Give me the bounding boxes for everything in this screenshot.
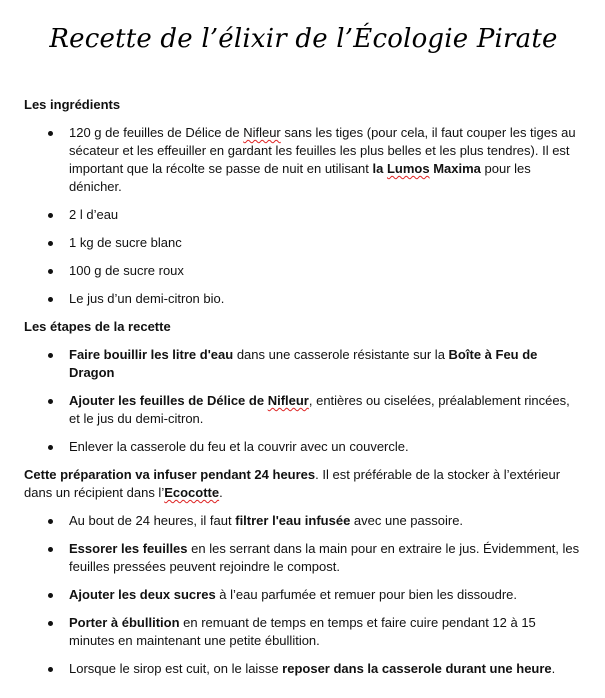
- text-run: pour les dénicher.: [69, 161, 531, 194]
- text-run: sans les tiges (pour cela, il faut couper les tiges au sécateur et les effeuiller en gardant les feuilles les plus belles et les plus tendres). Il est important que la récolte se passe de nuit en utilisant: [69, 125, 576, 176]
- bold-run: Ajouter les feuilles de Délice de Nifleur: [69, 393, 309, 408]
- list-item: [24, 586, 583, 604]
- text-run: en les serrant dans la main pour en extraire le jus. Évidemment, les feuilles pressées peuvent rejoindre le compost.: [69, 541, 580, 574]
- list-item: [24, 614, 583, 650]
- text-run: en remuant de temps en temps et faire cuire pendant 12 à 15 minutes en maintenant une petite ébullition.: [69, 615, 536, 648]
- spellcheck-word: Nifleur: [243, 125, 281, 140]
- text-run: .: [551, 661, 556, 676]
- ingredients-list: [24, 124, 583, 308]
- page-title: Recette de l’élixir de l’Écologie Pirate: [49, 24, 558, 54]
- spellcheck-word: Nifleur: [267, 393, 309, 408]
- document-page: [0, 22, 605, 698]
- spellcheck-word: Lumos: [386, 161, 430, 176]
- ingredients-heading: Les ingrédients: [24, 97, 121, 112]
- bold-run: Cette préparation va infuser pendant 24 heures: [24, 467, 316, 482]
- spellcheck-word: Ecocotte: [164, 485, 220, 500]
- bold-run: filtrer l'eau infusée: [235, 513, 351, 528]
- bold-run: la Lumos Maxima: [372, 161, 481, 176]
- list-item: [24, 512, 583, 530]
- bold-run: Ajouter les deux sucres: [69, 587, 216, 602]
- infusion-paragraph: [24, 466, 583, 502]
- text-run: .: [219, 485, 223, 500]
- text-run: Lorsque le sirop est cuit, on le laisse: [69, 661, 283, 676]
- list-item: 100 g de sucre roux: [24, 262, 583, 280]
- list-item: 2 l d’eau: [24, 206, 583, 224]
- steps-list: [24, 346, 583, 456]
- text-run: 120 g de feuilles de Délice de: [69, 125, 244, 140]
- text-run: , entières ou ciselées, préalablement rincées, et le jus du demi-citron.: [69, 393, 570, 426]
- text-run: Au bout de 24 heures, il faut: [69, 513, 236, 528]
- list-item: [24, 392, 583, 428]
- list-item: [24, 124, 583, 196]
- list-item: Enlever la casserole du feu et la couvrir avec un couvercle.: [24, 438, 583, 456]
- list-item: [24, 346, 583, 382]
- steps-heading: Les étapes de la recette: [24, 319, 171, 334]
- text-run: à l’eau parfumée et remuer pour bien les dissoudre.: [215, 587, 518, 602]
- bold-run: Porter à ébullition: [69, 615, 180, 630]
- bold-run: Faire bouillir les litre d'eau: [69, 347, 234, 362]
- text-run: dans une casserole résistante sur la: [233, 347, 449, 362]
- bold-run: reposer dans la casserole durant une heure: [282, 661, 552, 676]
- text-run: . Il est préférable de la stocker à l’extérieur dans un récipient dans l’: [24, 467, 561, 500]
- final-steps-list: [24, 512, 583, 678]
- bold-run: Essorer les feuilles: [69, 541, 188, 556]
- text-run: avec une passoire.: [350, 513, 464, 528]
- list-item: [24, 540, 583, 576]
- list-item: 1 kg de sucre blanc: [24, 234, 583, 252]
- list-item: [24, 660, 583, 678]
- list-item: Le jus d’un demi-citron bio.: [24, 290, 583, 308]
- bold-run: Boîte à Feu de Dragon: [69, 347, 538, 380]
